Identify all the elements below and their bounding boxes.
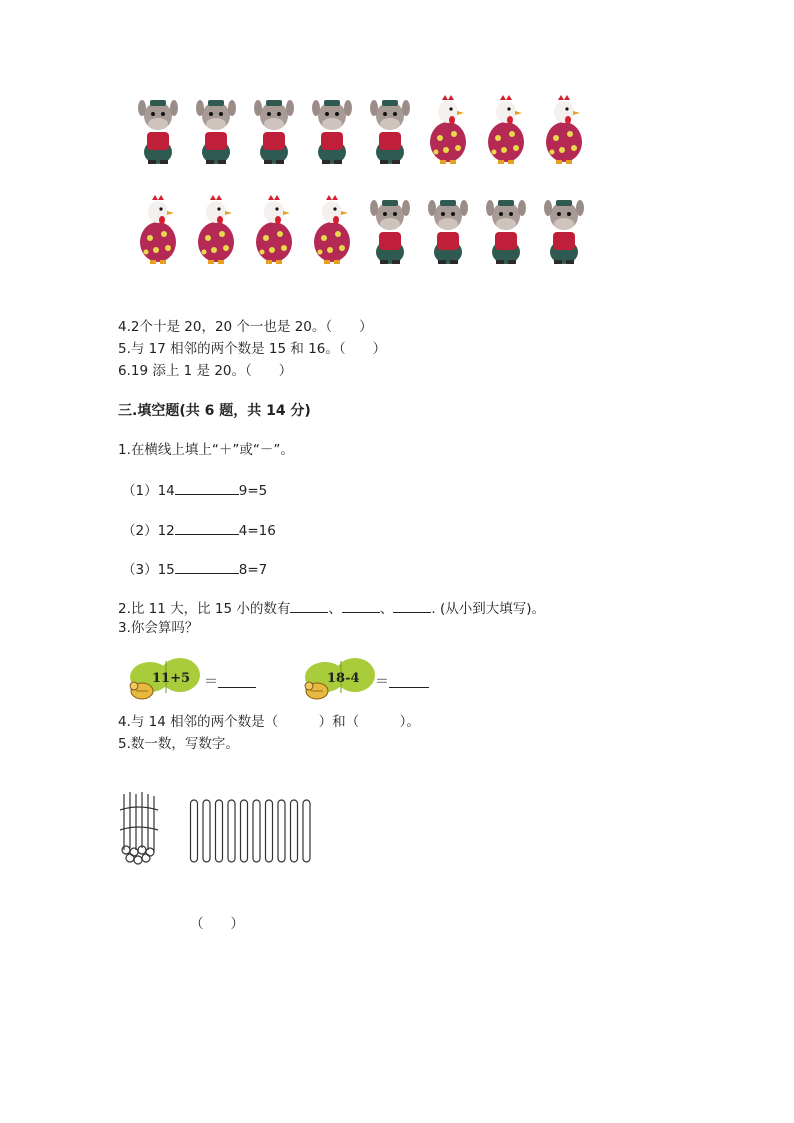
answer-blank[interactable] [175, 520, 239, 535]
item-suffix: 8=7 [238, 562, 268, 578]
fill-question-3: 3.你会算吗？ [118, 620, 199, 636]
answer-blank[interactable] [389, 673, 429, 688]
answer-blank[interactable] [175, 559, 239, 574]
section-title: 三.填空题(共 6 题，共 14 分) [118, 403, 311, 419]
item-suffix: 9=5 [238, 483, 268, 499]
donkey-icon [366, 194, 414, 266]
answer-blank[interactable] [175, 480, 239, 495]
answer-blank[interactable] [218, 673, 256, 688]
q2-prefix: 2.比 11 大，比 15 小的数有 [118, 601, 291, 617]
donkey-icon [482, 194, 530, 266]
answer-blank[interactable] [342, 598, 380, 613]
item-prefix: （2）12 [122, 523, 175, 539]
chicken-icon [250, 194, 298, 266]
chicken-icon [540, 94, 588, 166]
leaf-equation-label: 18-4 [327, 671, 360, 686]
single-stick [241, 800, 248, 862]
donkey-icon [424, 194, 472, 266]
fill-question-4: 4.与 14 相邻的两个数是（ ）和（ ）。 [118, 714, 420, 730]
donkey-icon [134, 94, 182, 166]
stick-bundle-picture [118, 790, 328, 870]
item-prefix: （1）14 [122, 483, 175, 499]
single-stick [303, 800, 310, 862]
single-sticks-icon [188, 790, 328, 870]
q2-suffix: . (从小到大填写)。 [431, 601, 546, 617]
item-suffix: 4=16 [238, 523, 276, 539]
separator: 、 [328, 601, 342, 617]
tf-question-4: 4.2个十是 20，20 个一也是 20。（ ） [118, 319, 373, 335]
fill-item-2 [122, 520, 276, 540]
chicken-icon [308, 194, 356, 266]
donkey-icon [308, 94, 356, 166]
equals-sign: ＝ [375, 674, 389, 690]
single-stick [228, 800, 235, 862]
donkey-icon [540, 194, 588, 266]
fill-item-1 [122, 480, 267, 500]
donkey-icon [192, 94, 240, 166]
tf-question-5: 5.与 17 相邻的两个数是 15 和 16。（ ） [118, 341, 387, 357]
leaf-equation-label: 11+5 [152, 671, 191, 686]
chicken-icon [424, 94, 472, 166]
fill-question-2 [118, 598, 545, 618]
leaf-equation-1 [122, 655, 262, 705]
single-stick [266, 800, 273, 862]
single-stick [216, 800, 223, 862]
answer-blank[interactable] [290, 598, 328, 613]
donkey-icon [250, 94, 298, 166]
animal-picture [130, 90, 600, 280]
equals-sign: ＝ [204, 674, 218, 690]
fill-question-5: 5.数一数，写数字。 [118, 736, 239, 752]
answer-parentheses[interactable]: （ ） [190, 916, 244, 932]
chicken-icon [192, 194, 240, 266]
single-stick [191, 800, 198, 862]
separator: 、 [379, 601, 394, 617]
item-prefix: （3）15 [122, 562, 175, 578]
donkey-icon [366, 94, 414, 166]
chicken-icon [482, 94, 530, 166]
single-stick [278, 800, 285, 862]
single-stick [291, 800, 298, 862]
tf-question-6: 6.19 添上 1 是 20。（ ） [118, 363, 293, 379]
leaf-equation-2 [297, 655, 437, 705]
single-stick [253, 800, 260, 862]
answer-blank[interactable] [393, 598, 431, 613]
chicken-icon [134, 194, 182, 266]
single-stick [203, 800, 210, 862]
fill-question-1: 1.在横线上填上“＋”或“－”。 [118, 442, 294, 458]
fill-item-3 [122, 559, 267, 579]
